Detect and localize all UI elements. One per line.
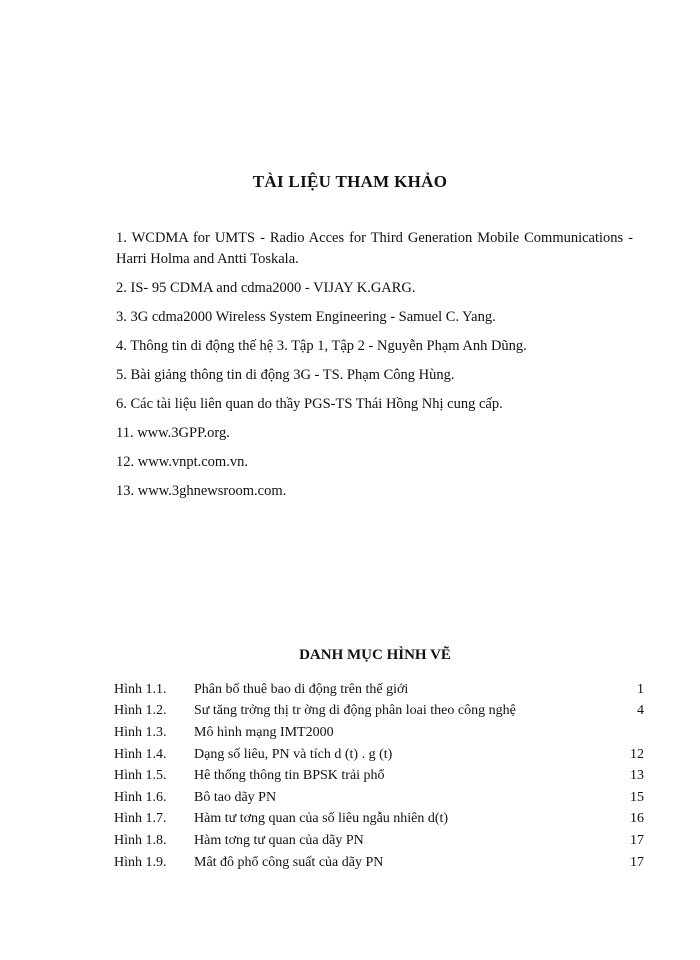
figure-number: Hình 1.6. [114,789,167,805]
figure-row [114,765,644,787]
figure-row [114,722,644,744]
reference-item: 11. www.3GPP.org. [116,425,230,441]
figure-row [114,809,644,831]
figure-page: 17 [630,832,644,848]
figure-number: Hình 1.3. [114,724,167,740]
figure-caption: Mô hình mạng IMT2000 [194,724,334,740]
figure-number: Hình 1.5. [114,768,167,784]
figure-page: 13 [630,768,644,784]
figure-number: Hình 1.7. [114,811,167,827]
figure-page: 16 [630,811,644,827]
references-title: TÀI LIỆU THAM KHẢO [252,172,448,191]
reference-item: 13. www.3ghnewsroom.com. [116,483,287,499]
figure-row [114,830,644,852]
reference-item: 12. www.vnpt.com.vn. [116,454,248,470]
figure-page: 17 [630,854,644,870]
reference-item: 4. Thông tin di động thế hệ 3. Tập 1, Tập 2 - Nguyễn Phạm Anh Dũng. [116,338,527,354]
figure-row [114,744,644,766]
figure-page: 1 [637,681,644,697]
figure-number: Hình 1.4. [114,746,167,762]
reference-item: 2. IS- 95 CDMA and cdma2000 - VIJAY K.GARG. [116,280,416,296]
figure-row [114,679,644,701]
figure-page: 4 [637,703,644,719]
figure-caption: Hàm tơng tư quan của dãy PN [194,832,364,848]
figure-row [114,701,644,723]
figure-number: Hình 1.2. [114,703,167,719]
figure-caption: Mât đô phổ công suất của dãy PN [194,854,384,870]
figure-row [114,787,644,809]
reference-item: 6. Các tài liệu liên quan do thầy PGS-TS Thái Hồng Nhị cung cấp. [116,396,503,412]
figure-caption: Sư tăng trởng thị tr ờng di động phân loai theo công nghệ [194,703,516,719]
figure-page [604,722,644,744]
figure-page: 15 [630,789,644,805]
figure-caption: Hê thống thông tin BPSK trải phổ [194,768,385,784]
reference-item: 5. Bài giảng thông tin di động 3G - TS. Phạm Công Hùng. [116,367,455,383]
figure-list-table [114,679,644,873]
reference-item: 3. 3G cdma2000 Wireless System Engineering - Samuel C. Yang. [116,309,496,325]
figure-number: Hình 1.9. [114,854,167,870]
figure-number: Hình 1.1. [114,681,167,697]
references-list [116,228,633,510]
figure-row [114,852,644,874]
figure-caption: Phân bố thuê bao di động trên thế giới [194,681,409,697]
figure-caption: Dạng số liêu, PN và tích d (t) . g (t) [194,746,393,762]
figure-page: 12 [630,746,644,762]
figure-caption: Bô tao dãy PN [194,789,277,805]
figure-number: Hình 1.8. [114,832,167,848]
figure-list-title: DANH MỤC HÌNH VẼ [299,647,451,663]
figure-caption: Hàm tư tơng quan của số liêu ngẫu nhiên d(t) [194,811,449,827]
reference-item: 1. WCDMA for UMTS - Radio Acces for Third Generation Mobile Communications - Harri Holma and Antti Toskala. [116,230,633,267]
